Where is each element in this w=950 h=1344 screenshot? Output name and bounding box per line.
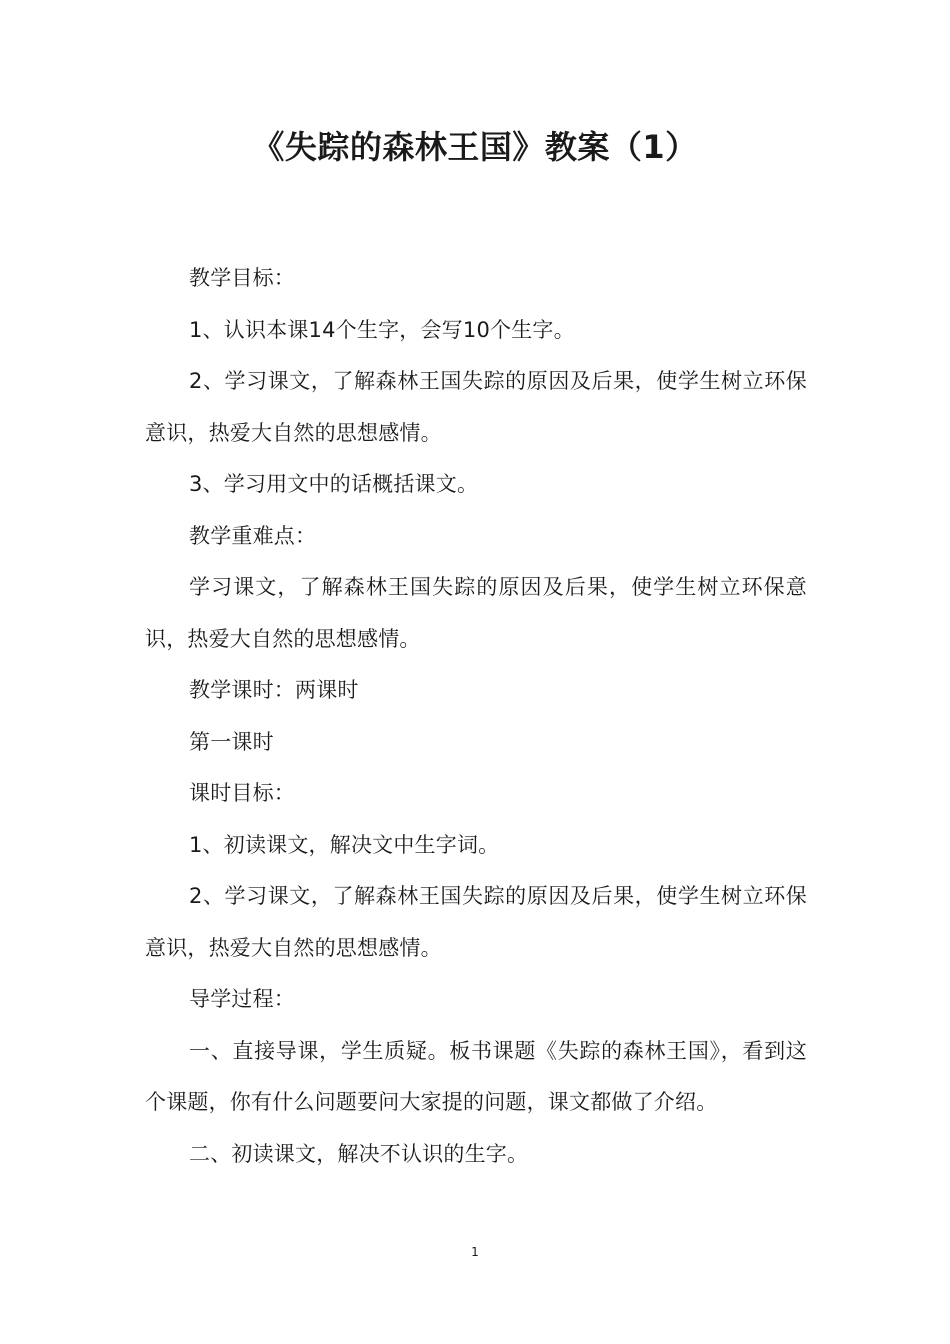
- paragraph-first-lesson: 第一课时: [189, 729, 274, 754]
- paragraph-lesson-goal-2: 2、学习课文，了解森林王国失踪的原因及后果，使学生树立环保意识，热爱大自然的思想感情。: [145, 884, 807, 960]
- page-number: 1: [471, 1245, 479, 1259]
- document-title: 《失踪的森林王国》教案（1）: [252, 128, 698, 166]
- paragraph-lesson-goals-heading: 课时目标：: [189, 781, 295, 805]
- paragraph-process-step-1: 一、直接导课，学生质疑。板书课题《失踪的森林王国》，看到这个课题，你有什么问题要问大家提的问题，课文都做了介绍。: [145, 1038, 807, 1114]
- paragraph-class-hours: 教学课时：两课时: [189, 678, 359, 702]
- paragraph-goal-1: 1、认识本课14个生字，会写10个生字。: [189, 317, 575, 342]
- paragraph-process-step-2: 二、初读课文，解决不认识的生字。: [189, 1141, 529, 1166]
- document-body: [145, 253, 807, 1180]
- paragraph-lesson-goal-1: 1、初读课文，解决文中生字词。: [189, 832, 500, 857]
- paragraph-goal-2: 2、学习课文，了解森林王国失踪的原因及后果，使学生树立环保意识，热爱大自然的思想感情。: [145, 369, 807, 445]
- paragraph-key-points-heading: 教学重难点：: [189, 523, 317, 548]
- paragraph-process-heading: 导学过程：: [189, 987, 295, 1011]
- paragraph-goal-3: 3、学习用文中的话概括课文。: [189, 472, 479, 496]
- paragraph-teaching-goals-heading: 教学目标：: [189, 266, 295, 290]
- paragraph-key-points: 学习课文，了解森林王国失踪的原因及后果，使学生树立环保意识，热爱大自然的思想感情。: [145, 575, 807, 651]
